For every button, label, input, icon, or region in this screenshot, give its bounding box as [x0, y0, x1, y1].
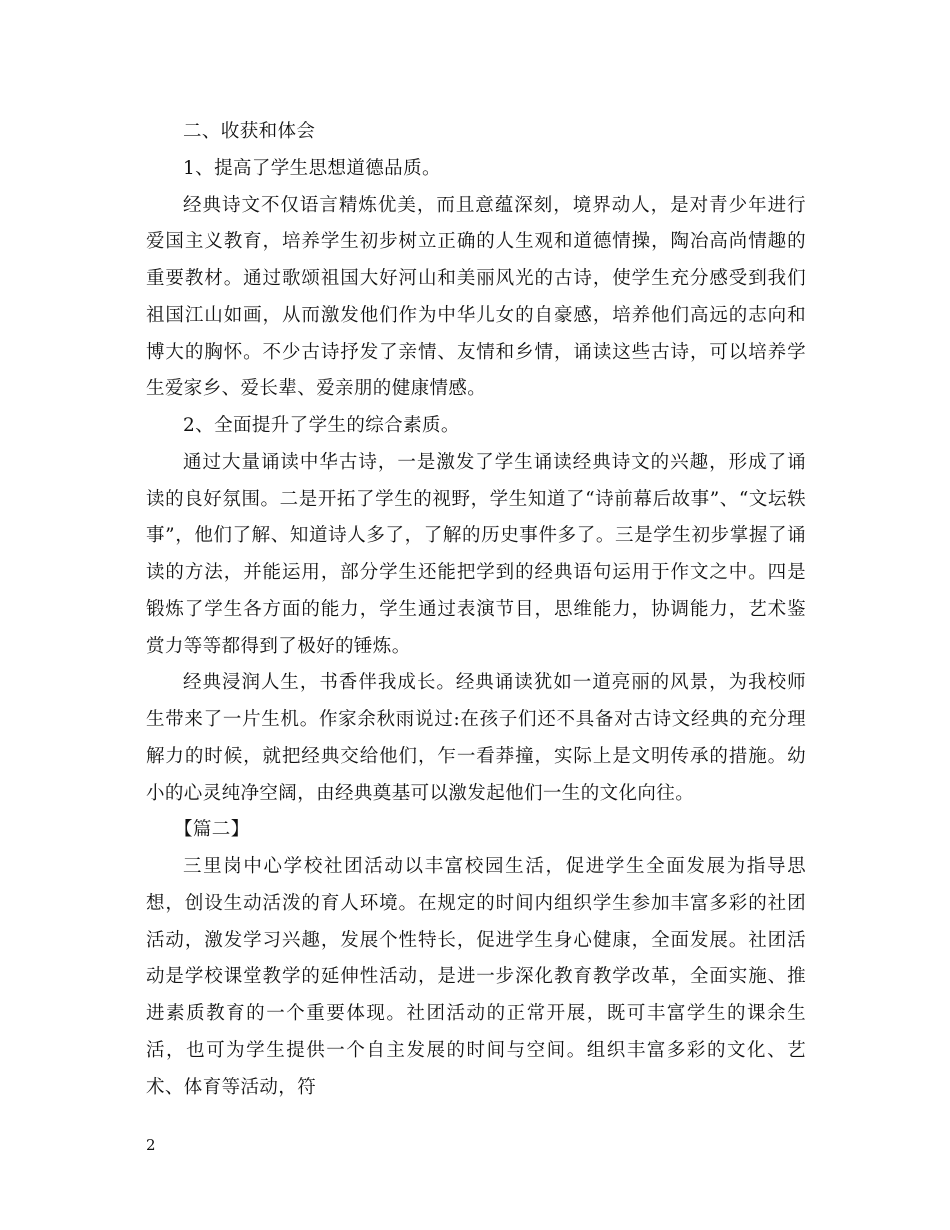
- section-heading: 二、收获和体会: [183, 121, 316, 142]
- body-paragraph: 经典浸润人生，书香伴我成长。经典诵读犹如一道亮丽的风景，为我校师生带来了一片生机。作家余秋雨说过:在孩子们还不具备对古诗文经典的充分理解力的时候，就把经典交给他们，乍一看莽撞，实际上是文明传承的措施。幼小的心灵纯净空阔，由经典奠基可以激发起他们一生的文化向往。: [146, 672, 806, 804]
- subsection-heading: 2、全面提升了学生的综合素质。: [183, 415, 460, 436]
- subsection-heading: 1、提高了学生思想道德品质。: [183, 157, 441, 179]
- body-paragraph: 经典诗文不仅语言精炼优美，而且意蕴深刻，境界动人，是对青少年进行爱国主义教育，培养学生初步树立正确的人生观和道德情操，陶冶高尚情趣的重要教材。通过歌颂祖国大好河山和美丽风光的古诗，使学生充分感受到我们祖国江山如画，从而激发他们作为中华儿女的自豪感，培养他们高远的志向和博大的胸怀。不少古诗抒发了亲情、友情和乡情，诵读这些古诗，可以培养学生爱家乡、爱长辈、爱亲朋的健康情感。: [146, 194, 806, 400]
- article-heading: 【篇二】: [174, 819, 250, 841]
- body-paragraph: 通过大量诵读中华古诗，一是激发了学生诵读经典诗文的兴趣，形成了诵读的良好氛围。二是开拓了学生的视野，学生知道了“诗前幕后故事”、“文坛轶事”，他们了解、知道诗人多了，了解的历史事件多了。三是学生初步掌握了诵读的方法，并能运用，部分学生还能把学到的经典语句运用于作文之中。四是锻炼了学生各方面的能力，学生通过表演节目，思维能力，协调能力，艺术鉴赏力等等都得到了极好的锤炼。: [146, 451, 806, 657]
- body-paragraph: 三里岗中心学校社团活动以丰富校园生活，促进学生全面发展为指导思想，创设生动活泼的育人环境。在规定的时间内组织学生参加丰富多彩的社团活动，激发学习兴趣，发展个性特长，促进学生身心健康，全面发展。社团活动是学校课堂教学的延伸性活动，是进一步深化教育教学改革，全面实施、推进素质教育的一个重要体现。社团活动的正常开展，既可丰富学生的课余生活，也可为学生提供一个自主发展的时间与空间。组织丰富多彩的文化、艺术、体育等活动，符: [146, 856, 806, 1098]
- document-body: [146, 114, 806, 1106]
- page-number: 2: [146, 1136, 156, 1154]
